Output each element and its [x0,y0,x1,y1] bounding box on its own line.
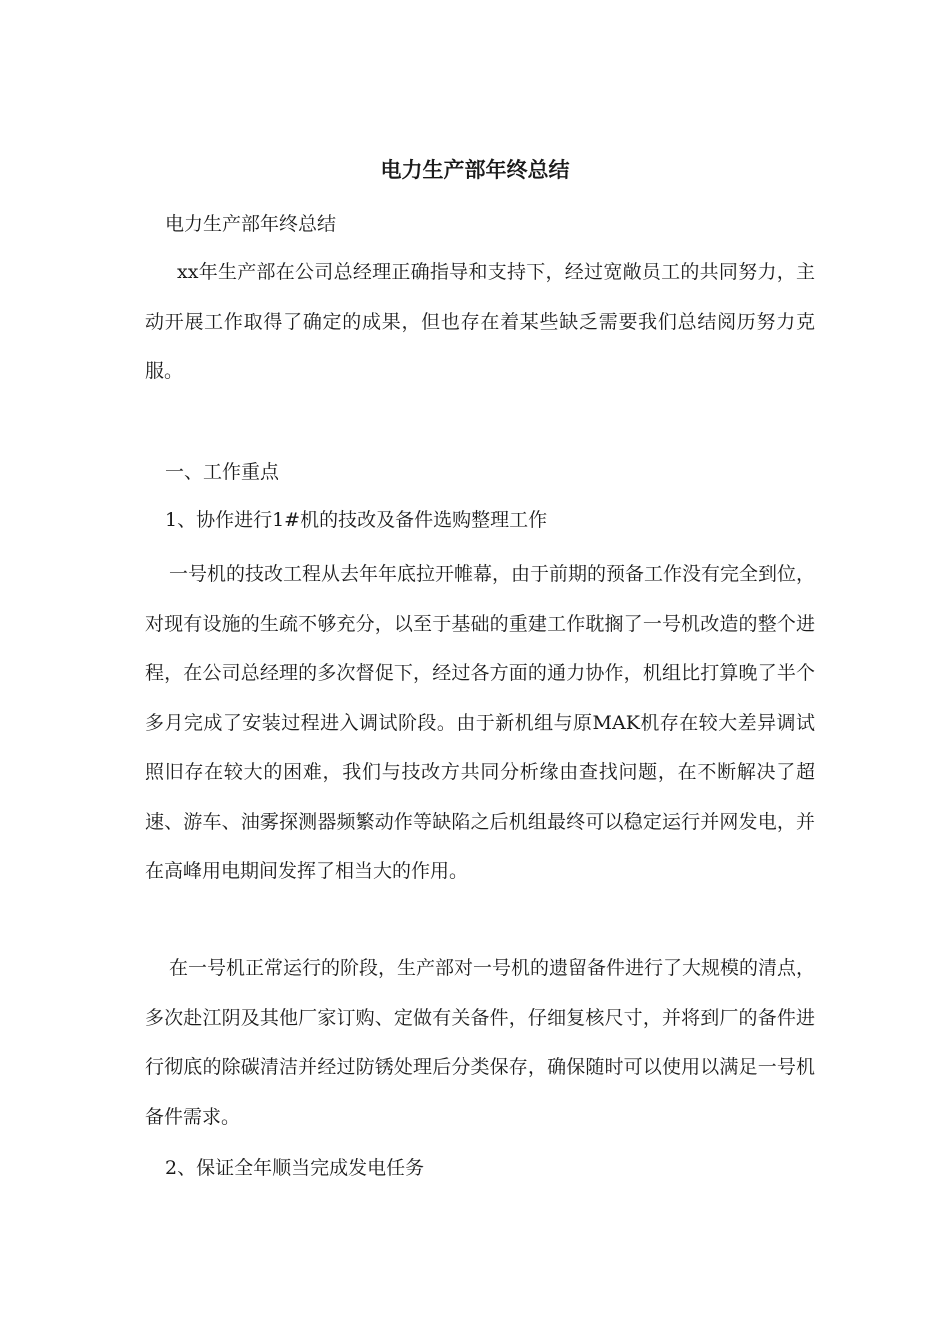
section-heading-work-focus: 一、工作重点 [165,461,280,483]
item-heading-2: 2、保证全年顺当完成发电任务 [165,1157,425,1179]
document-subtitle: 电力生产部年终总结 [165,213,337,235]
document-title: 电力生产部年终总结 [380,157,570,182]
item1-paragraph-2: 在一号机正常运行的阶段，生产部对一号机的遗留备件进行了大规模的清点，多次赴江阴及其他厂家订购、定做有关备件，仔细复核尺寸，并将到厂的备件进行彻底的除碳清洁并经过防锈处理后分类保存，确保随时可以使用以满足一号机备件需求。 [145,957,816,1128]
item-heading-1: 1、协作进行1#机的技改及备件选购整理工作 [165,509,548,531]
item1-paragraph-1: 一号机的技改工程从去年年底拉开帷幕，由于前期的预备工作没有完全到位，对现有设施的生疏不够充分，以至于基础的重建工作耽搁了一号机改造的整个进程，在公司总经理的多次督促下，经过各方面的通力协作，机组比打算晚了半个多月完成了安装过程进入调试阶段。由于新机组与原MAK机存在较大差异调试照旧存在较大的困难，我们与技改方共同分析缘由查找问题，在不断解决了超速、游车、油雾探测器频繁动作等缺陷之后机组最终可以稳定运行并网发电，并在高峰用电期间发挥了相当大的作用。 [145,563,816,882]
intro-paragraph: xx年生产部在公司总经理正确指导和支持下，经过宽敞员工的共同努力，主动开展工作取得了确定的成果，但也存在着某些缺乏需要我们总结阅历努力克服。 [145,261,815,382]
